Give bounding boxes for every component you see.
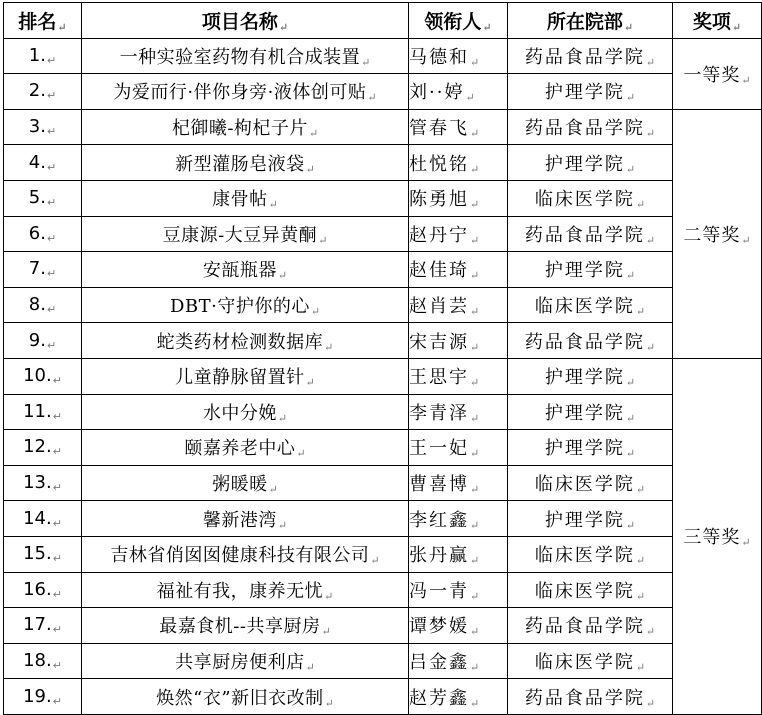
college-cell: 药品食品学院↵	[508, 608, 673, 644]
award-level-cell: 二等奖↵	[673, 109, 762, 358]
leader-cell: 宋吉源↵	[409, 323, 508, 359]
paragraph-mark-icon: ↵	[470, 269, 480, 283]
paragraph-mark-icon: ↵	[277, 269, 288, 283]
table-row	[4, 145, 762, 181]
rank-cell: 12.↵	[4, 430, 82, 466]
leader-cell: 马德和↵	[409, 38, 508, 74]
project-name-cell: 安瓿瓶器↵	[82, 252, 409, 288]
paragraph-mark-icon: ↵	[645, 696, 656, 710]
college-cell: 药品食品学院↵	[508, 109, 673, 145]
paragraph-mark-icon: ↵	[645, 55, 656, 69]
table-row	[4, 252, 762, 288]
leader-cell: 曹喜博↵	[409, 465, 508, 501]
project-name-cell: 最嘉食机--共享厨房↵	[82, 608, 409, 644]
paragraph-mark-icon: ↵	[741, 536, 751, 550]
paragraph-mark-icon: ↵	[318, 233, 328, 247]
college-cell: 护理学院↵	[508, 501, 673, 537]
paragraph-mark-icon: ↵	[645, 340, 656, 354]
rank-cell: 6.↵	[4, 216, 82, 252]
rank-cell: 17.↵	[4, 608, 82, 644]
college-cell: 临床医学院↵	[508, 287, 673, 323]
paragraph-mark-icon: ↵	[635, 305, 646, 319]
paragraph-mark-icon: ↵	[470, 340, 480, 354]
project-name-cell: 杞御曦-枸杞子片↵	[82, 109, 409, 145]
paragraph-mark-icon: ↵	[625, 162, 636, 176]
paragraph-mark-icon: ↵	[324, 340, 334, 354]
rank-cell: 8.↵	[4, 287, 82, 323]
paragraph-mark-icon: ↵	[635, 589, 646, 603]
paragraph-mark-icon: ↵	[310, 305, 321, 319]
paragraph-mark-icon: ↵	[470, 696, 480, 710]
project-name-cell: 豆康源-大豆异黄酮↵	[82, 216, 409, 252]
header-rank: 排名↵	[4, 3, 82, 39]
college-cell: 护理学院↵	[508, 358, 673, 394]
paragraph-mark-icon: ↵	[731, 20, 742, 34]
paragraph-mark-icon: ↵	[52, 658, 62, 672]
header-project: 项目名称↵	[82, 3, 409, 39]
project-name-cell: 馨新港湾↵	[82, 501, 409, 537]
paragraph-mark-icon: ↵	[470, 554, 480, 568]
paragraph-mark-icon: ↵	[46, 303, 57, 317]
paragraph-mark-icon: ↵	[305, 660, 315, 674]
award-results-document	[3, 2, 762, 715]
rank-cell: 11.↵	[4, 394, 82, 430]
paragraph-mark-icon: ↵	[465, 91, 475, 105]
table-body	[4, 38, 762, 714]
header-award: 奖项↵	[673, 3, 762, 39]
college-cell: 临床医学院↵	[508, 180, 673, 216]
paragraph-mark-icon: ↵	[367, 91, 377, 105]
award-level-cell: 一等奖↵	[673, 38, 762, 109]
paragraph-mark-icon: ↵	[625, 376, 636, 390]
award-results-table	[3, 2, 762, 715]
project-name-cell: 共享厨房便利店↵	[82, 643, 409, 679]
college-cell: 药品食品学院↵	[508, 323, 673, 359]
college-cell: 药品食品学院↵	[508, 679, 673, 715]
paragraph-mark-icon: ↵	[470, 233, 480, 247]
leader-cell: 吕金鑫↵	[409, 643, 508, 679]
college-cell: 临床医学院↵	[508, 572, 673, 608]
leader-cell: 管春飞↵	[409, 109, 508, 145]
project-name-cell: 儿童静脉留置针↵	[82, 358, 409, 394]
rank-cell: 14.↵	[4, 501, 82, 537]
project-name-cell: 吉林省俏囡囡健康科技有限公司↵	[82, 536, 409, 572]
paragraph-mark-icon: ↵	[370, 554, 380, 568]
college-cell: 护理学院↵	[508, 394, 673, 430]
table-row	[4, 180, 762, 216]
table-row	[4, 74, 762, 110]
paragraph-mark-icon: ↵	[470, 660, 480, 674]
paragraph-mark-icon: ↵	[625, 447, 636, 461]
paragraph-mark-icon: ↵	[625, 518, 636, 532]
rank-cell: 19.↵	[4, 679, 82, 715]
college-cell: 临床医学院↵	[508, 643, 673, 679]
college-cell: 临床医学院↵	[508, 536, 673, 572]
paragraph-mark-icon: ↵	[470, 55, 480, 69]
paragraph-mark-icon: ↵	[46, 125, 57, 139]
paragraph-mark-icon: ↵	[52, 481, 62, 495]
college-cell: 护理学院↵	[508, 145, 673, 181]
project-name-cell: 新型灌肠皂液袋↵	[82, 145, 409, 181]
project-name-cell: 福祉有我，康养无忧↵	[82, 572, 409, 608]
table-row	[4, 287, 762, 323]
project-name-cell: 一种实验室药物有机合成装置↵	[82, 38, 409, 74]
leader-cell: 谭梦媛↵	[409, 608, 508, 644]
table-row	[4, 109, 762, 145]
rank-cell: 2.↵	[4, 74, 82, 110]
project-name-cell: 粥暖暖↵	[82, 465, 409, 501]
leader-cell: 王一妃↵	[409, 430, 508, 466]
leader-cell: 赵丹宁↵	[409, 216, 508, 252]
paragraph-mark-icon: ↵	[278, 20, 289, 34]
paragraph-mark-icon: ↵	[46, 53, 57, 67]
paragraph-mark-icon: ↵	[645, 233, 656, 247]
header-college: 所在院部↵	[508, 3, 673, 39]
paragraph-mark-icon: ↵	[324, 589, 334, 603]
college-cell: 护理学院↵	[508, 430, 673, 466]
paragraph-mark-icon: ↵	[482, 20, 492, 34]
table-row	[4, 216, 762, 252]
table-row	[4, 38, 762, 74]
paragraph-mark-icon: ↵	[46, 160, 57, 174]
award-level-cell: 三等奖↵	[673, 358, 762, 714]
paragraph-mark-icon: ↵	[635, 554, 646, 568]
college-cell: 药品食品学院↵	[508, 216, 673, 252]
paragraph-mark-icon: ↵	[625, 269, 636, 283]
table-row	[4, 465, 762, 501]
project-name-cell: 为爱而行·伴你身旁·液体创可贴↵	[82, 74, 409, 110]
paragraph-mark-icon: ↵	[741, 233, 751, 247]
paragraph-mark-icon: ↵	[277, 411, 288, 425]
paragraph-mark-icon: ↵	[52, 623, 62, 637]
paragraph-mark-icon: ↵	[741, 73, 751, 87]
paragraph-mark-icon: ↵	[52, 409, 62, 423]
paragraph-mark-icon: ↵	[305, 376, 315, 390]
paragraph-mark-icon: ↵	[46, 196, 57, 210]
header-row	[4, 3, 762, 39]
project-name-cell: 颐嘉养老中心↵	[82, 430, 409, 466]
leader-cell: 张丹赢↵	[409, 536, 508, 572]
table-row	[4, 358, 762, 394]
paragraph-mark-icon: ↵	[46, 338, 57, 352]
paragraph-mark-icon: ↵	[57, 20, 67, 34]
paragraph-mark-icon: ↵	[296, 447, 306, 461]
paragraph-mark-icon: ↵	[470, 376, 480, 390]
table-row	[4, 501, 762, 537]
paragraph-mark-icon: ↵	[277, 518, 288, 532]
leader-cell: 陈勇旭↵	[409, 180, 508, 216]
rank-cell: 1.↵	[4, 38, 82, 74]
college-cell: 临床医学院↵	[508, 465, 673, 501]
paragraph-mark-icon: ↵	[470, 518, 480, 532]
project-name-cell: DBT·守护你的心↵	[82, 287, 409, 323]
paragraph-mark-icon: ↵	[308, 127, 319, 141]
paragraph-mark-icon: ↵	[268, 483, 278, 497]
paragraph-mark-icon: ↵	[324, 696, 334, 710]
paragraph-mark-icon: ↵	[635, 660, 646, 674]
rank-cell: 13.↵	[4, 465, 82, 501]
project-name-cell: 蛇类药材检测数据库↵	[82, 323, 409, 359]
paragraph-mark-icon: ↵	[470, 483, 480, 497]
paragraph-mark-icon: ↵	[305, 162, 315, 176]
paragraph-mark-icon: ↵	[321, 625, 331, 639]
paragraph-mark-icon: ↵	[52, 374, 62, 388]
rank-cell: 10.↵	[4, 358, 82, 394]
paragraph-mark-icon: ↵	[625, 411, 636, 425]
table-row	[4, 643, 762, 679]
table-row	[4, 430, 762, 466]
rank-cell: 4.↵	[4, 145, 82, 181]
project-name-cell: 焕然“衣”新旧衣改制↵	[82, 679, 409, 715]
paragraph-mark-icon: ↵	[46, 231, 57, 245]
paragraph-mark-icon: ↵	[52, 694, 62, 708]
leader-cell: 赵肖芸↵	[409, 287, 508, 323]
leader-cell: 赵芳鑫↵	[409, 679, 508, 715]
paragraph-mark-icon: ↵	[623, 20, 634, 34]
table-row	[4, 608, 762, 644]
paragraph-mark-icon: ↵	[52, 516, 62, 530]
paragraph-mark-icon: ↵	[645, 127, 656, 141]
header-leader: 领衔人↵	[409, 3, 508, 39]
rank-cell: 18.↵	[4, 643, 82, 679]
paragraph-mark-icon: ↵	[625, 91, 636, 105]
rank-cell: 7.↵	[4, 252, 82, 288]
rank-cell: 15.↵	[4, 536, 82, 572]
paragraph-mark-icon: ↵	[635, 483, 646, 497]
paragraph-mark-icon: ↵	[470, 625, 480, 639]
leader-cell: 赵佳琦↵	[409, 252, 508, 288]
leader-cell: 李青泽↵	[409, 394, 508, 430]
rank-cell: 9.↵	[4, 323, 82, 359]
college-cell: 药品食品学院↵	[508, 38, 673, 74]
paragraph-mark-icon: ↵	[470, 305, 480, 319]
project-name-cell: 康骨帖↵	[82, 180, 409, 216]
paragraph-mark-icon: ↵	[470, 589, 480, 603]
paragraph-mark-icon: ↵	[645, 625, 656, 639]
paragraph-mark-icon: ↵	[635, 198, 646, 212]
paragraph-mark-icon: ↵	[52, 587, 62, 601]
table-row	[4, 394, 762, 430]
leader-cell: 冯一青↵	[409, 572, 508, 608]
paragraph-mark-icon: ↵	[46, 267, 57, 281]
table-row	[4, 323, 762, 359]
paragraph-mark-icon: ↵	[46, 89, 57, 103]
college-cell: 护理学院↵	[508, 74, 673, 110]
project-name-cell: 水中分娩↵	[82, 394, 409, 430]
paragraph-mark-icon: ↵	[470, 127, 480, 141]
paragraph-mark-icon: ↵	[470, 447, 480, 461]
paragraph-mark-icon: ↵	[470, 198, 480, 212]
leader-cell: 杜悦铭↵	[409, 145, 508, 181]
paragraph-mark-icon: ↵	[268, 198, 278, 212]
leader-cell: 王思宇↵	[409, 358, 508, 394]
table-row	[4, 536, 762, 572]
table-row	[4, 572, 762, 608]
leader-cell: 刘··婷↵	[409, 74, 508, 110]
college-cell: 护理学院↵	[508, 252, 673, 288]
paragraph-mark-icon: ↵	[470, 162, 480, 176]
leader-cell: 李红鑫↵	[409, 501, 508, 537]
paragraph-mark-icon: ↵	[52, 552, 62, 566]
paragraph-mark-icon: ↵	[470, 411, 480, 425]
rank-cell: 3.↵	[4, 109, 82, 145]
paragraph-mark-icon: ↵	[52, 445, 62, 459]
rank-cell: 5.↵	[4, 180, 82, 216]
paragraph-mark-icon: ↵	[361, 55, 371, 69]
rank-cell: 16.↵	[4, 572, 82, 608]
table-row	[4, 679, 762, 715]
